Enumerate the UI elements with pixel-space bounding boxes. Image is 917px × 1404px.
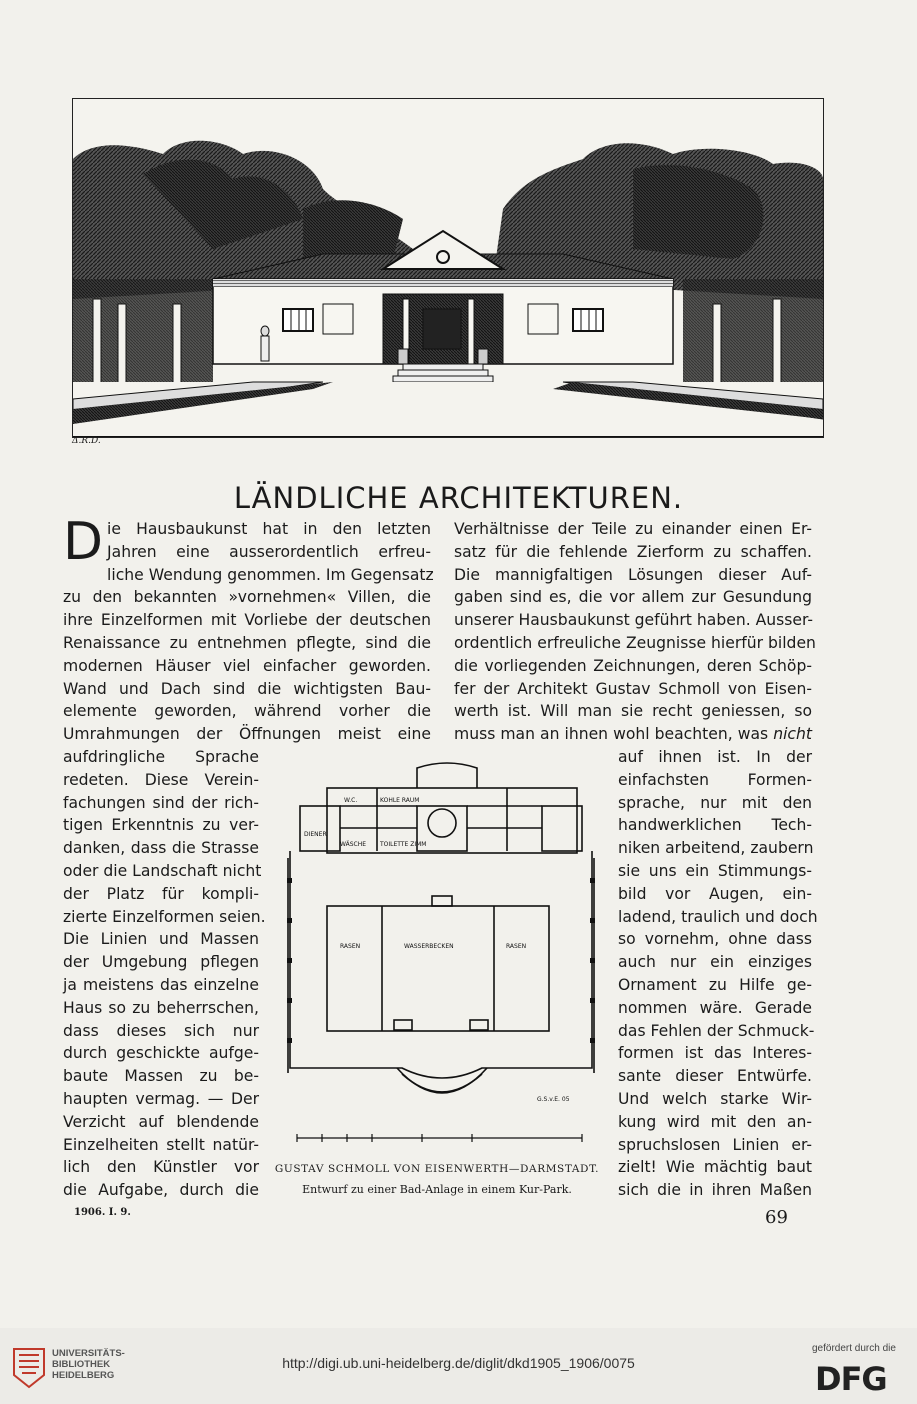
text-line: bild vor Augen, ein- [618, 884, 812, 903]
text-line: ie Hausbaukunst hat in den letzten [107, 520, 431, 538]
plan-label-rasen-right: RASEN [506, 943, 527, 950]
plan-label-waesche: WÄSCHE [340, 841, 367, 848]
floor-plan [282, 758, 600, 1148]
text-line: baute Massen zu be- [63, 1067, 259, 1086]
text-line: haupten vermag. — Der [63, 1089, 259, 1108]
text-line: sich die in ihren Maßen [618, 1181, 812, 1200]
right-column-narrow [618, 746, 818, 1202]
drop-cap: D [63, 512, 104, 572]
text-line: liche Wendung genommen. Im Gegensatz [107, 565, 434, 584]
text-fragment: muss man an ihnen wohl beachten, was [454, 725, 769, 744]
text-line: der Umgebung pflegen [63, 953, 259, 972]
text-line: kung wird mit den an- [618, 1112, 812, 1131]
text-line: danken, dass die Strasse [63, 839, 259, 858]
uni-line: UNIVERSITÄTS- [52, 1348, 125, 1359]
text-line: Einzelheiten stellt natür- [63, 1135, 259, 1154]
figure-caption-title: Entwurf zu einer Bad-Anlage in einem Kur-Park. [302, 1183, 572, 1196]
text-line: sprache, nur mit den [618, 793, 812, 812]
left-column-narrow [63, 746, 266, 1202]
plan-label-kohle: KOHLE RAUM [380, 797, 420, 804]
text-line: auf ihnen ist. In der [618, 748, 812, 766]
text-line: dass dieses sich nur [63, 1021, 259, 1040]
issue-number: 1906. I. 9. [74, 1207, 131, 1218]
plan-label-wasserbecken: WASSERBECKEN [404, 943, 454, 950]
illustration-bathhouse [72, 98, 824, 438]
text-line: ja meistens das einzelne [63, 975, 259, 994]
emphasis-word: nicht [773, 725, 813, 744]
illustration-signature: Δ.R.D. [72, 436, 101, 446]
text-line: Verhältnisse der Teile zu einander einen Er- [454, 520, 812, 538]
dfg-logo[interactable]: DFG [815, 1360, 887, 1398]
text-line: werth ist. Will man sie recht geniessen, so [454, 702, 812, 721]
text-line: die Aufgabe, durch die [63, 1181, 259, 1200]
right-column-top [454, 518, 816, 746]
text-line: redeten. Diese Verein- [63, 770, 259, 789]
permalink-url[interactable]: http://digi.ub.uni-heidelberg.de/diglit/dkd1905_1906/0075 [282, 1355, 635, 1371]
text-line: Renaissance zu entnehmen pflegte, sind die [63, 633, 431, 652]
text-line: Verzicht auf blendende [63, 1112, 259, 1131]
text-line: oder die Landschaft nicht [63, 861, 262, 880]
text-line: spruchslosen Linien er- [618, 1135, 812, 1154]
text-line: durch geschickte aufge- [63, 1044, 259, 1063]
plan-label-rasen-left: RASEN [340, 943, 361, 950]
text-line: einfachsten Formen- [618, 770, 812, 789]
page-number: 69 [765, 1207, 788, 1228]
text-line: Umrahmungen der Öffnungen meist eine [63, 725, 431, 744]
text-line: elemente geworden, während vorher die [63, 702, 431, 721]
uni-line: HEIDELBERG [52, 1370, 115, 1381]
dfg-label: gefördert durch die [812, 1343, 896, 1354]
plan-label-diener: DIENER [304, 831, 327, 838]
text-line: handwerklichen Tech- [618, 816, 812, 835]
text-line: Die mannigfaltigen Lösungen dieser Auf- [454, 565, 812, 584]
text-line: modernen Häuser viel einfacher geworden. [63, 656, 431, 675]
article-title: LÄNDLICHE ARCHITEKTUREN. [233, 481, 684, 516]
text-line: fachungen sind der rich- [63, 793, 259, 812]
uni-line: BIBLIOTHEK [52, 1359, 111, 1370]
text-line: Wand und Dach sind die wichtigsten Bau- [63, 679, 431, 698]
figure-caption-author: GUSTAV SCHMOLL VON EISENWERTH—DARMSTADT. [274, 1163, 600, 1175]
text-line: aufdringliche Sprache [63, 748, 259, 766]
text-line: zielt! Wie mächtig baut [618, 1158, 812, 1177]
text-line: tigen Erkenntnis zu ver- [63, 816, 259, 835]
text-line: Ornament zu Hilfe ge- [618, 975, 812, 994]
plan-initials: G.S.v.E. 05 [537, 1096, 570, 1103]
text-line: nommen wäre. Gerade [618, 998, 812, 1017]
text-line: Haus so zu beherrschen, [63, 998, 259, 1017]
text-line: gaben sind es, die vor allem zur Gesundung [454, 588, 812, 607]
text-line: ihre Einzelformen mit Vorliebe der deutschen [63, 611, 431, 630]
text-line: so vornehm, ohne dass [618, 930, 812, 949]
text-line: formen ist das Interes- [618, 1044, 812, 1063]
text-line: auch nur ein einziges [618, 953, 812, 972]
text-line: unserer Hausbaukunst geführt haben. Ausser- [454, 611, 814, 630]
text-line: Die Linien und Massen [63, 930, 259, 949]
text-line: sante dieser Entwürfe. [618, 1067, 812, 1086]
text-line: die vorliegenden Zeichnungen, deren Schöp- [454, 656, 812, 675]
text-line: fer der Architekt Gustav Schmoll von Eisen- [454, 679, 812, 698]
plan-label-toilette: TOILETTE ZIMM [380, 841, 427, 848]
text-line: niken arbeitend, zaubern [618, 839, 814, 858]
text-line: zu den bekannten »vornehmen« Villen, die [63, 588, 431, 607]
text-line: zierte Einzelformen seien. [63, 907, 266, 926]
text-line: ladend, traulich und doch [618, 907, 818, 926]
text-line: satz für die fehlende Zierform zu schaffen. [454, 542, 812, 561]
text-line: Jahren eine ausserordentlich erfreu- [107, 542, 431, 561]
text-line: das Fehlen der Schmuck- [618, 1021, 815, 1040]
text-line: Und welch starke Wir- [618, 1089, 812, 1108]
left-column-top [63, 512, 434, 746]
text-line [454, 723, 812, 746]
text-line: sie uns ein Stimmungs- [618, 861, 812, 880]
plan-label-wc: W.C. [344, 797, 358, 804]
text-line: lich den Künstler vor [63, 1158, 259, 1177]
text-line: ordentlich erfreuliche Zeugnisse hierfür bilden [454, 633, 816, 652]
text-line: der Platz für kompli- [63, 884, 259, 903]
